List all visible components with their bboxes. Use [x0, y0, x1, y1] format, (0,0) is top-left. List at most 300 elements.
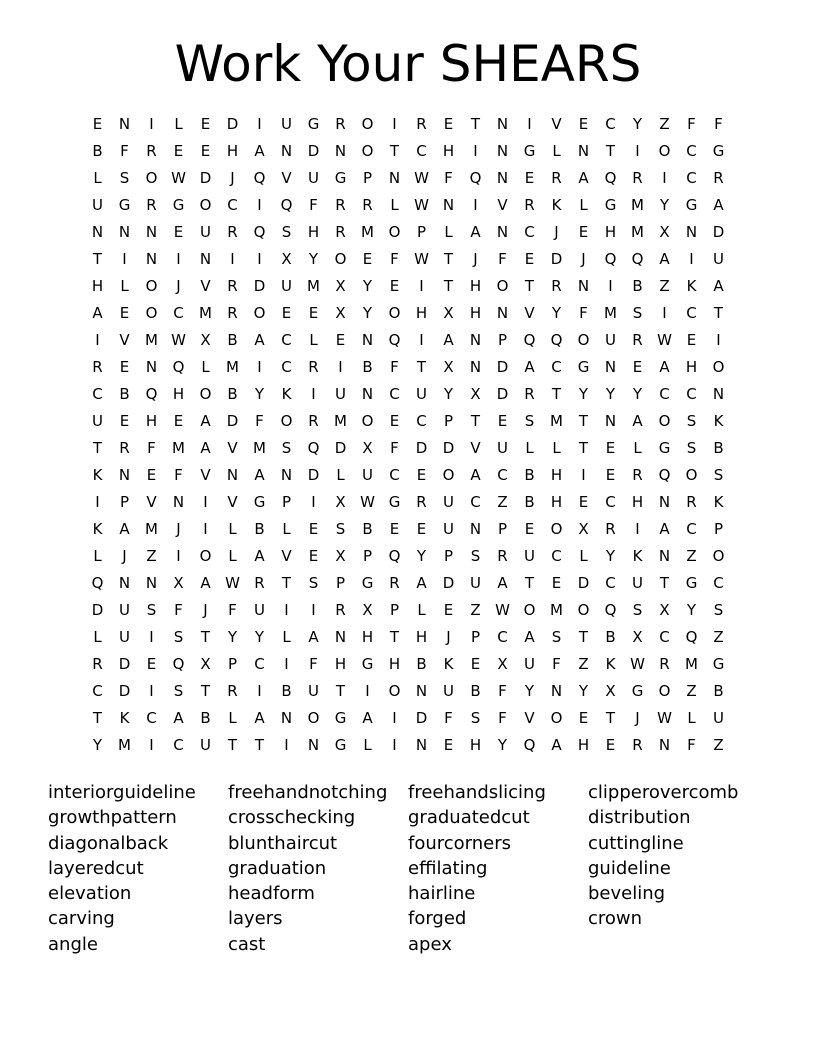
- grid-letter: P: [713, 520, 724, 538]
- grid-letter: P: [362, 169, 373, 187]
- grid-letter: R: [308, 412, 319, 430]
- grid-letter: F: [228, 601, 237, 619]
- grid-letter: C: [416, 142, 427, 160]
- grid-letter: R: [605, 520, 616, 538]
- grid-letter: M: [307, 277, 320, 295]
- grid-letter: R: [146, 196, 157, 214]
- grid-letter: A: [254, 331, 265, 349]
- grid-letter: E: [389, 520, 400, 538]
- grid-letter: W: [495, 601, 510, 619]
- grid-letter: X: [335, 277, 346, 295]
- grid-letter: N: [118, 115, 131, 133]
- grid-letter: D: [118, 682, 131, 700]
- grid-letter: O: [145, 169, 158, 187]
- grid-letter: V: [281, 169, 292, 187]
- grid-letter: N: [415, 736, 428, 754]
- grid-letter: J: [581, 250, 586, 268]
- grid-letter: T: [92, 250, 103, 268]
- grid-letter: L: [552, 142, 561, 160]
- grid-letter: Z: [497, 493, 508, 511]
- grid-letter: O: [199, 196, 212, 214]
- grid-letter: M: [685, 655, 698, 673]
- grid-letter: D: [91, 601, 104, 619]
- grid-letter: D: [442, 439, 455, 457]
- grid-letter: I: [176, 547, 181, 565]
- grid-letter: I: [338, 358, 343, 376]
- grid-letter: E: [470, 655, 481, 673]
- grid-letter: X: [200, 655, 211, 673]
- grid-letter: Z: [686, 682, 697, 700]
- grid-letter: H: [442, 142, 455, 160]
- grid-letter: B: [713, 682, 724, 700]
- grid-letter: I: [392, 736, 397, 754]
- grid-letter: O: [496, 277, 509, 295]
- grid-letter: P: [281, 493, 292, 511]
- grid-letter: N: [604, 412, 617, 430]
- grid-letter: O: [550, 709, 563, 727]
- grid-letter: M: [361, 223, 374, 241]
- grid-letter: Z: [686, 547, 697, 565]
- grid-letter: G: [307, 115, 320, 133]
- grid-letter: H: [388, 655, 401, 673]
- grid-letter: X: [443, 304, 454, 322]
- grid-letter: Z: [713, 628, 724, 646]
- grid-letter: A: [497, 574, 508, 592]
- grid-letter: G: [334, 709, 347, 727]
- grid-letter: L: [93, 628, 102, 646]
- grid-letter: D: [496, 358, 509, 376]
- grid-letter: P: [389, 601, 400, 619]
- grid-letter: H: [361, 628, 374, 646]
- grid-letter: F: [498, 709, 507, 727]
- grid-letter: R: [632, 736, 643, 754]
- grid-letter: U: [524, 655, 535, 673]
- grid-letter: G: [361, 655, 374, 673]
- grid-letter: R: [227, 304, 238, 322]
- grid-letter: I: [689, 250, 694, 268]
- grid-letter: I: [230, 250, 235, 268]
- word-item: layeredcut: [48, 857, 144, 879]
- grid-letter: Q: [172, 358, 185, 376]
- grid-letter: G: [685, 196, 698, 214]
- grid-letter: M: [145, 331, 158, 349]
- word-list: [48, 780, 768, 957]
- grid-letter: I: [635, 520, 640, 538]
- grid-letter: E: [173, 142, 184, 160]
- grid-letter: N: [442, 196, 455, 214]
- grid-letter: T: [605, 142, 616, 160]
- grid-letter: C: [497, 466, 508, 484]
- grid-letter: Q: [388, 331, 401, 349]
- grid-letter: M: [199, 304, 212, 322]
- grid-letter: E: [308, 520, 319, 538]
- grid-row: [84, 219, 732, 246]
- grid-letter: S: [308, 574, 319, 592]
- grid-letter: W: [414, 250, 429, 268]
- grid-letter: Y: [659, 196, 670, 214]
- grid-row: [84, 732, 732, 759]
- grid-letter: S: [551, 628, 562, 646]
- grid-letter: G: [604, 196, 617, 214]
- grid-letter: O: [712, 547, 725, 565]
- grid-letter: E: [416, 520, 427, 538]
- grid-letter: C: [227, 196, 238, 214]
- grid-letter: R: [632, 331, 643, 349]
- grid-letter: J: [203, 601, 208, 619]
- grid-letter: Q: [172, 655, 185, 673]
- grid-letter: U: [200, 223, 211, 241]
- grid-letter: O: [550, 520, 563, 538]
- grid-letter: Q: [91, 574, 104, 592]
- grid-letter: I: [149, 682, 154, 700]
- grid-letter: A: [254, 547, 265, 565]
- grid-letter: T: [524, 574, 535, 592]
- word-item: graduatedcut: [408, 807, 530, 829]
- grid-letter: T: [470, 412, 481, 430]
- grid-letter: E: [389, 277, 400, 295]
- grid-letter: R: [308, 358, 319, 376]
- letter-grid: [84, 111, 732, 759]
- grid-letter: E: [578, 709, 589, 727]
- grid-letter: O: [199, 385, 212, 403]
- grid-letter: O: [145, 277, 158, 295]
- grid-letter: E: [524, 250, 535, 268]
- grid-letter: J: [635, 709, 640, 727]
- grid-letter: G: [253, 493, 266, 511]
- grid-letter: E: [551, 574, 562, 592]
- grid-letter: H: [631, 493, 644, 511]
- grid-letter: F: [174, 466, 183, 484]
- grid-letter: N: [145, 358, 158, 376]
- grid-letter: L: [579, 547, 588, 565]
- grid-letter: A: [713, 196, 724, 214]
- grid-letter: E: [362, 250, 373, 268]
- grid-letter: A: [551, 736, 562, 754]
- grid-letter: R: [227, 682, 238, 700]
- grid-letter: Q: [145, 385, 158, 403]
- word-item: apex: [408, 933, 452, 955]
- grid-letter: B: [362, 520, 373, 538]
- grid-letter: Q: [280, 196, 293, 214]
- grid-letter: H: [577, 736, 590, 754]
- grid-letter: S: [524, 412, 535, 430]
- grid-letter: E: [524, 169, 535, 187]
- grid-letter: G: [334, 736, 347, 754]
- grid-row: [84, 651, 732, 678]
- word-item: freehandnotching: [228, 782, 388, 803]
- grid-letter: T: [443, 277, 454, 295]
- grid-letter: E: [524, 520, 535, 538]
- grid-letter: I: [257, 358, 262, 376]
- word-item: distribution: [588, 807, 691, 829]
- grid-letter: I: [311, 385, 316, 403]
- grid-letter: P: [470, 628, 481, 646]
- grid-row: [84, 435, 732, 462]
- grid-letter: N: [577, 142, 590, 160]
- grid-letter: E: [605, 439, 616, 457]
- grid-letter: G: [334, 169, 347, 187]
- grid-letter: D: [415, 709, 428, 727]
- grid-letter: A: [470, 466, 481, 484]
- grid-letter: A: [254, 709, 265, 727]
- grid-letter: C: [470, 493, 481, 511]
- grid-letter: K: [713, 412, 724, 430]
- grid-letter: D: [334, 439, 347, 457]
- grid-letter: H: [145, 412, 158, 430]
- grid-letter: F: [579, 304, 588, 322]
- grid-letter: J: [230, 169, 235, 187]
- word-item: carving: [48, 908, 115, 930]
- grid-row: [84, 678, 732, 705]
- grid-letter: J: [176, 277, 181, 295]
- grid-letter: V: [497, 196, 508, 214]
- grid-letter: N: [388, 169, 401, 187]
- grid-letter: R: [227, 223, 238, 241]
- grid-row: [84, 381, 732, 408]
- grid-letter: N: [415, 682, 428, 700]
- grid-letter: O: [577, 601, 590, 619]
- grid-letter: N: [685, 223, 698, 241]
- grid-letter: Z: [470, 601, 481, 619]
- word-item: crown: [588, 908, 643, 930]
- grid-letter: T: [200, 628, 211, 646]
- grid-letter: O: [361, 412, 374, 430]
- grid-letter: S: [470, 547, 481, 565]
- grid-letter: N: [91, 223, 104, 241]
- grid-letter: U: [524, 547, 535, 565]
- grid-letter: I: [581, 466, 586, 484]
- grid-letter: R: [524, 385, 535, 403]
- grid-letter: X: [470, 385, 481, 403]
- grid-letter: F: [174, 601, 183, 619]
- grid-letter: I: [365, 682, 370, 700]
- grid-letter: O: [577, 331, 590, 349]
- grid-letter: M: [550, 601, 563, 619]
- grid-letter: K: [551, 196, 562, 214]
- word-item: cast: [228, 933, 266, 955]
- grid-letter: U: [443, 493, 454, 511]
- grid-letter: G: [658, 439, 671, 457]
- grid-letter: O: [253, 304, 266, 322]
- grid-letter: R: [551, 169, 562, 187]
- grid-letter: M: [550, 412, 563, 430]
- grid-letter: B: [227, 331, 238, 349]
- grid-letter: Q: [604, 169, 617, 187]
- grid-letter: U: [443, 682, 454, 700]
- grid-letter: N: [712, 385, 725, 403]
- grid-letter: O: [523, 601, 536, 619]
- grid-letter: I: [257, 250, 262, 268]
- grid-letter: X: [659, 601, 670, 619]
- grid-letter: A: [173, 709, 184, 727]
- grid-letter: C: [416, 412, 427, 430]
- grid-letter: W: [225, 574, 240, 592]
- grid-letter: L: [579, 196, 588, 214]
- grid-letter: V: [227, 439, 238, 457]
- word-column: [408, 780, 588, 957]
- grid-letter: R: [335, 601, 346, 619]
- grid-letter: E: [578, 115, 589, 133]
- grid-letter: X: [362, 439, 373, 457]
- grid-letter: Q: [253, 169, 266, 187]
- grid-letter: N: [469, 331, 482, 349]
- grid-letter: C: [686, 169, 697, 187]
- word-item: clipperovercomb: [588, 782, 739, 803]
- grid-letter: B: [281, 682, 292, 700]
- grid-letter: I: [716, 331, 721, 349]
- grid-letter: W: [630, 655, 645, 673]
- grid-letter: L: [93, 547, 102, 565]
- grid-letter: B: [254, 520, 265, 538]
- grid-letter: E: [119, 358, 130, 376]
- grid-letter: E: [389, 412, 400, 430]
- grid-letter: S: [632, 601, 643, 619]
- grid-letter: G: [172, 196, 185, 214]
- grid-letter: N: [118, 223, 131, 241]
- grid-letter: S: [119, 169, 130, 187]
- grid-letter: Y: [605, 385, 616, 403]
- grid-letter: X: [335, 547, 346, 565]
- grid-letter: G: [712, 655, 725, 673]
- grid-letter: O: [388, 223, 401, 241]
- grid-letter: F: [498, 250, 507, 268]
- grid-letter: P: [497, 331, 508, 349]
- grid-letter: O: [658, 142, 671, 160]
- grid-letter: K: [443, 655, 454, 673]
- grid-letter: O: [388, 682, 401, 700]
- grid-letter: C: [173, 736, 184, 754]
- grid-letter: E: [119, 304, 130, 322]
- grid-letter: Y: [686, 601, 697, 619]
- grid-letter: L: [93, 169, 102, 187]
- grid-row: [84, 354, 732, 381]
- grid-letter: O: [712, 358, 725, 376]
- grid-letter: T: [605, 709, 616, 727]
- grid-letter: M: [253, 439, 266, 457]
- grid-letter: R: [497, 547, 508, 565]
- grid-letter: I: [203, 493, 208, 511]
- grid-letter: C: [146, 709, 157, 727]
- grid-letter: E: [443, 601, 454, 619]
- grid-letter: I: [176, 250, 181, 268]
- grid-letter: N: [280, 709, 293, 727]
- grid-letter: O: [388, 304, 401, 322]
- grid-letter: I: [662, 169, 667, 187]
- grid-letter: B: [605, 628, 616, 646]
- grid-letter: Q: [631, 250, 644, 268]
- grid-letter: F: [255, 412, 264, 430]
- grid-letter: S: [281, 439, 292, 457]
- grid-letter: Q: [604, 601, 617, 619]
- grid-letter: G: [361, 574, 374, 592]
- grid-letter: O: [199, 547, 212, 565]
- grid-letter: V: [227, 493, 238, 511]
- grid-letter: E: [497, 412, 508, 430]
- grid-row: [84, 138, 732, 165]
- grid-letter: T: [578, 628, 589, 646]
- grid-letter: L: [687, 709, 696, 727]
- grid-letter: C: [605, 493, 616, 511]
- grid-letter: R: [335, 223, 346, 241]
- grid-letter: U: [335, 385, 346, 403]
- grid-letter: I: [95, 493, 100, 511]
- grid-letter: N: [145, 223, 158, 241]
- word-column: [48, 780, 228, 957]
- grid-letter: K: [92, 466, 103, 484]
- grid-letter: I: [662, 304, 667, 322]
- grid-letter: S: [713, 466, 724, 484]
- grid-letter: Y: [578, 385, 589, 403]
- grid-letter: Q: [523, 331, 536, 349]
- grid-letter: W: [414, 169, 429, 187]
- grid-letter: X: [497, 655, 508, 673]
- grid-letter: T: [227, 736, 238, 754]
- grid-letter: W: [414, 196, 429, 214]
- grid-row: [84, 165, 732, 192]
- grid-letter: U: [92, 412, 103, 430]
- grid-letter: D: [442, 574, 455, 592]
- grid-letter: Z: [659, 277, 670, 295]
- grid-letter: U: [362, 466, 373, 484]
- grid-letter: E: [308, 304, 319, 322]
- grid-letter: Y: [92, 736, 103, 754]
- grid-letter: O: [658, 682, 671, 700]
- grid-letter: L: [417, 601, 426, 619]
- grid-letter: C: [281, 358, 292, 376]
- grid-letter: D: [496, 385, 509, 403]
- grid-letter: V: [524, 709, 535, 727]
- page-title: Work Your SHEARS: [174, 35, 642, 93]
- grid-letter: T: [551, 385, 562, 403]
- grid-letter: P: [497, 520, 508, 538]
- grid-letter: T: [281, 574, 292, 592]
- grid-letter: V: [119, 331, 130, 349]
- grid-letter: I: [635, 142, 640, 160]
- word-item: elevation: [48, 883, 132, 905]
- grid-letter: Y: [308, 250, 319, 268]
- grid-letter: N: [334, 142, 347, 160]
- grid-letter: E: [92, 115, 103, 133]
- grid-letter: U: [200, 736, 211, 754]
- grid-letter: D: [712, 223, 725, 241]
- grid-letter: F: [714, 115, 723, 133]
- grid-letter: R: [227, 277, 238, 295]
- grid-letter: D: [118, 655, 131, 673]
- grid-letter: J: [554, 223, 559, 241]
- grid-row: [84, 462, 732, 489]
- grid-letter: X: [281, 250, 292, 268]
- grid-letter: O: [361, 115, 374, 133]
- grid-letter: N: [658, 547, 671, 565]
- grid-letter: A: [713, 277, 724, 295]
- grid-letter: A: [659, 520, 670, 538]
- grid-letter: E: [605, 736, 616, 754]
- grid-letter: A: [659, 358, 670, 376]
- grid-letter: U: [281, 277, 292, 295]
- grid-letter: C: [389, 385, 400, 403]
- word-item: interiorguideline: [48, 782, 196, 803]
- grid-letter: R: [416, 115, 427, 133]
- grid-letter: F: [309, 655, 318, 673]
- grid-letter: I: [608, 277, 613, 295]
- grid-row: [84, 300, 732, 327]
- grid-letter: I: [392, 115, 397, 133]
- grid-letter: L: [228, 709, 237, 727]
- grid-letter: I: [284, 601, 289, 619]
- grid-letter: N: [145, 574, 158, 592]
- grid-letter: N: [118, 466, 131, 484]
- grid-letter: T: [659, 574, 670, 592]
